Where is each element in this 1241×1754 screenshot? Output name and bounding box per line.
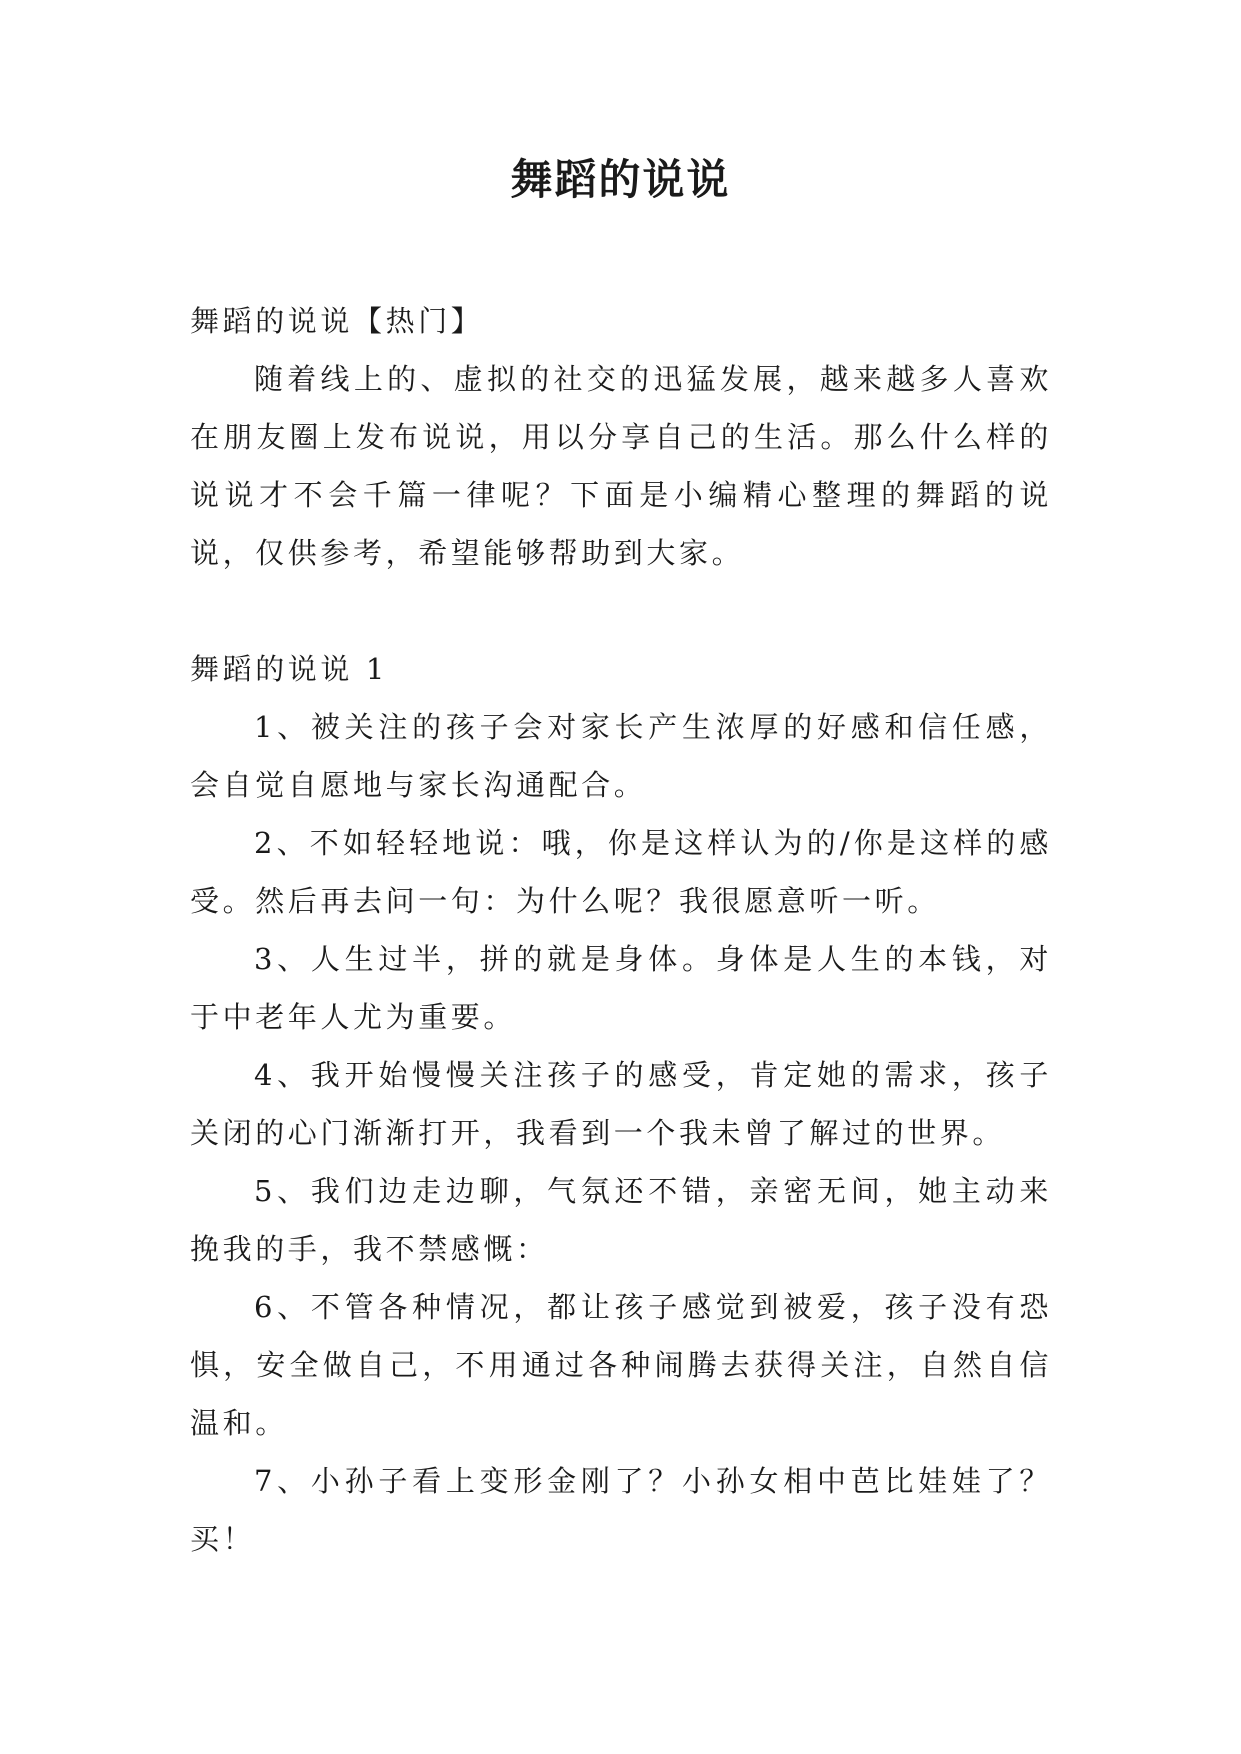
list-item-2: 2、不如轻轻地说：哦，你是这样认为的/你是这样的感受。然后再去问一句：为什么呢？我很愿意听一听。: [190, 826, 1052, 918]
list-item-3: 3、人生过半，拼的就是身体。身体是人生的本钱，对于中老年人尤为重要。: [190, 942, 1052, 1034]
document-body: [190, 292, 1052, 1568]
section-heading: 舞蹈的说说 1: [190, 652, 388, 686]
intro-paragraph: 随着线上的、虚拟的社交的迅猛发展，越来越多人喜欢在朋友圈上发布说说，用以分享自己的生活。那么什么样的说说才不会千篇一律呢？下面是小编精心整理的舞蹈的说说，仅供参考，希望能够帮助到大家。: [190, 362, 1052, 570]
list-item-7: 7、小孙子看上变形金刚了？小孙女相中芭比娃娃了？买！: [190, 1464, 1052, 1556]
list-item-4: 4、我开始慢慢关注孩子的感受，肯定她的需求，孩子关闭的心门渐渐打开，我看到一个我未曾了解过的世界。: [190, 1058, 1052, 1150]
list-item-6: 6、不管各种情况，都让孩子感觉到被爱，孩子没有恐惧，安全做自己，不用通过各种闹腾去获得关注，自然自信温和。: [190, 1290, 1052, 1440]
document-title: 舞蹈的说说: [510, 155, 731, 204]
paragraph-spacer: [190, 582, 1052, 640]
list-item-5: 5、我们边走边聊，气氛还不错，亲密无间，她主动来挽我的手，我不禁感慨：: [190, 1174, 1052, 1266]
list-item-1: 1、被关注的孩子会对家长产生浓厚的好感和信任感，会自觉自愿地与家长沟通配合。: [190, 710, 1052, 802]
intro-heading: 舞蹈的说说【热门】: [190, 304, 484, 338]
